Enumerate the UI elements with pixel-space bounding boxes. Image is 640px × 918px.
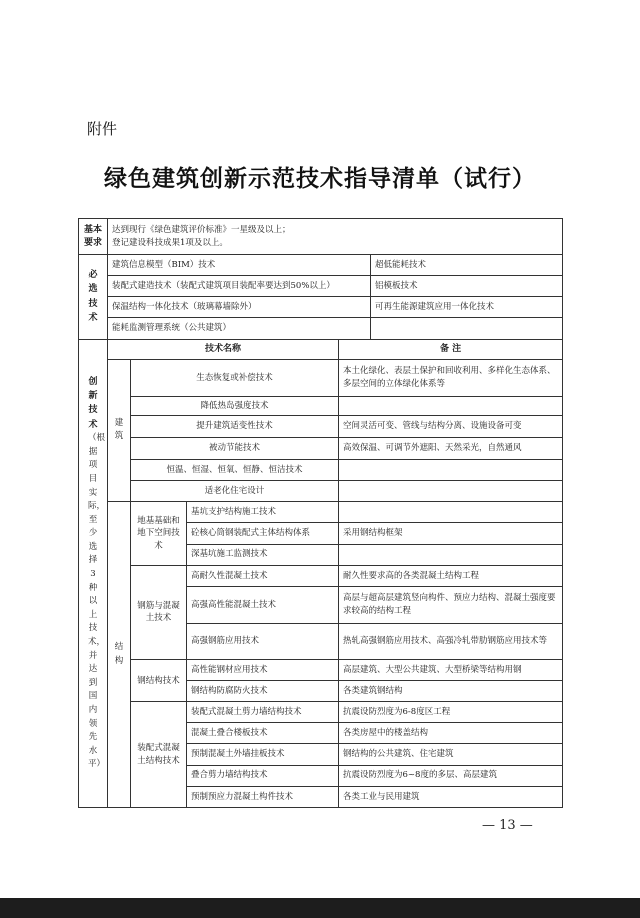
tech-name: 叠合剪力墙结构技术 [187, 765, 339, 786]
table-row [79, 481, 563, 502]
basic-requirements-content [108, 219, 563, 255]
tech-name: 提升建筑适变性技术 [131, 415, 339, 437]
structure-group-label: 地基基础和地下空间技术 [131, 502, 187, 565]
basic-requirements-row [79, 219, 563, 255]
basic-requirement-line: 登记建设科技成果1项及以上。 [112, 237, 228, 248]
required-item [371, 318, 563, 339]
tech-note: 高层与超高层建筑竖向构件、预应力结构、混凝土强度要求较高的结构工程 [339, 586, 563, 623]
tech-name: 高强钢筋应用技术 [187, 623, 339, 659]
tech-name: 混凝土叠合楼板技术 [187, 723, 339, 744]
table-row [79, 565, 563, 586]
tech-note: 耐久性要求高的各类混凝土结构工程 [339, 565, 563, 586]
tech-note [339, 481, 563, 502]
page-title: 绿色建筑创新示范技术指导清单（试行） [104, 166, 536, 192]
tech-note: 钢结构的公共建筑、住宅建筑 [339, 744, 563, 765]
tech-note: 高层建筑、大型公共建筑、大型桥梁等结构用钢 [339, 660, 563, 681]
tech-name: 钢结构防腐防火技术 [187, 681, 339, 702]
tech-name: 深基坑施工监测技术 [187, 544, 339, 565]
tech-name: 被动节能技术 [131, 438, 339, 460]
column-header-name: 技术名称 [108, 339, 339, 359]
table-row [79, 702, 563, 723]
required-item: 超低能耗技术 [371, 255, 563, 276]
tech-name: 恒温、恒湿、恒氧、恒静、恒洁技术 [131, 460, 339, 481]
tech-name: 降低热岛强度技术 [131, 396, 339, 415]
tech-name: 生态恢复或补偿技术 [131, 359, 339, 396]
required-item: 装配式建造技术（装配式建筑项目装配率要达到50%以上） [108, 276, 371, 297]
tech-note: 空间灵活可变、管线与结构分离、设施设备可变 [339, 415, 563, 437]
table-row [79, 396, 563, 415]
table-row [79, 460, 563, 481]
table-row [79, 660, 563, 681]
page-number: — 13 — [482, 818, 533, 833]
table-row [79, 359, 563, 396]
tech-note: 抗震设防烈度为6~8度的多层、高层建筑 [339, 765, 563, 786]
tech-note: 抗震设防烈度为6-8度区工程 [339, 702, 563, 723]
architecture-category: 建筑 [108, 359, 131, 502]
structure-group-label: 钢结构技术 [131, 660, 187, 702]
structure-category: 结构 [108, 502, 131, 808]
attachment-label: 附件 [87, 120, 118, 138]
basic-requirements-label: 基本要求 [79, 219, 108, 255]
tech-note [339, 396, 563, 415]
tech-name: 预制混凝土外墙挂板技术 [187, 744, 339, 765]
tech-note: 采用钢结构框架 [339, 523, 563, 544]
required-row [79, 276, 563, 297]
tech-name: 预制预应力混凝土构件技术 [187, 786, 339, 807]
required-item: 铝模板技术 [371, 276, 563, 297]
table-row [79, 438, 563, 460]
innovation-technologies-label: 创新技术 （根据项目实际，至少选择3种以上技术，并达到国内领先水平） [79, 339, 108, 807]
table-row [79, 415, 563, 437]
tech-name: 高耐久性混凝土技术 [187, 565, 339, 586]
tech-note: 各类建筑钢结构 [339, 681, 563, 702]
tech-name: 装配式混凝土剪力墙结构技术 [187, 702, 339, 723]
required-item: 建筑信息模型（BIM）技术 [108, 255, 371, 276]
tech-note [339, 460, 563, 481]
tech-name: 高强高性能混凝土技术 [187, 586, 339, 623]
structure-group-label: 钢筋与混凝土技术 [131, 565, 187, 659]
tech-note: 各类工业与民用建筑 [339, 786, 563, 807]
tech-name: 砼核心筒钢装配式主体结构体系 [187, 523, 339, 544]
tech-note: 热轧高强钢筋应用技术、高强冷轧带肋钢筋应用技术等 [339, 623, 563, 659]
required-item: 能耗监测管理系统（公共建筑） [108, 318, 371, 339]
column-header-note: 备 注 [339, 339, 563, 359]
technology-table [78, 218, 562, 808]
required-row [79, 255, 563, 276]
tech-name: 基坑支护结构施工技术 [187, 502, 339, 523]
tech-note: 高效保温、可调节外遮阳、天然采光，自然通风 [339, 438, 563, 460]
required-item: 可再生能源建筑应用一体化技术 [371, 297, 563, 318]
tech-note [339, 502, 563, 523]
required-row [79, 297, 563, 318]
bottom-bar [0, 898, 640, 918]
table-row [79, 502, 563, 523]
basic-requirement-line: 达到现行《绿色建筑评价标准》一星级及以上； [112, 225, 291, 236]
required-item: 保温结构一体化技术（玻璃幕墙除外） [108, 297, 371, 318]
innovation-note: （根据项目实际，至少选择3种以上技术，并达到国内领先水平） [88, 433, 106, 770]
required-row [79, 318, 563, 339]
tech-name: 高性能钢材应用技术 [187, 660, 339, 681]
innovation-header-row [79, 339, 563, 359]
required-technologies-label: 必选技术 [79, 255, 108, 339]
tech-note: 各类房屋中的楼盖结构 [339, 723, 563, 744]
structure-group-label: 装配式混凝土结构技术 [131, 702, 187, 808]
tech-name: 适老化住宅设计 [131, 481, 339, 502]
tech-note [339, 544, 563, 565]
tech-note: 本土化绿化、表层土保护和回收利用、多样化生态体系、多层空间的立体绿化体系等 [339, 359, 563, 396]
